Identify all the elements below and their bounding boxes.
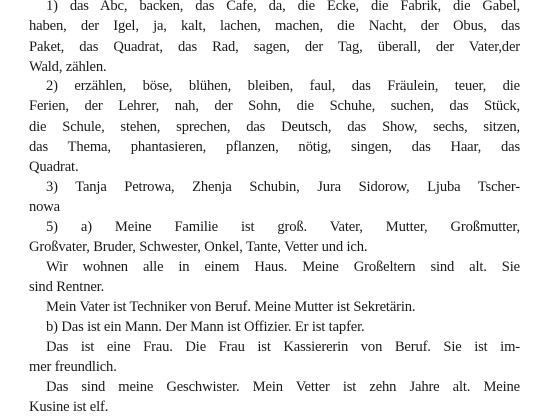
text-line: Mein Vater ist Techniker von Beruf. Meine Mutter ist Sekretärin. bbox=[46, 299, 416, 315]
paragraph-siblings bbox=[29, 377, 520, 418]
text-line: mer freundlich. bbox=[29, 359, 117, 376]
text-line: Paket, das Quadrat, das Rad, sagen, der Tag, überall, der Vater,der bbox=[29, 38, 520, 55]
text-line: Ferien, der Lehrer, nah, der Sohn, die Schuhe, suchen, das Stück, bbox=[29, 98, 520, 115]
text-line: 3) Tanja Petrowa, Zhenja Schubin, Jura Sidorow, Ljuba Tscher- bbox=[46, 179, 520, 195]
text-line: 5) a) Meine Familie ist groß. Vater, Mutter, Großmutter, bbox=[46, 219, 520, 235]
exercise-5a bbox=[29, 217, 520, 258]
paragraph-parents-jobs bbox=[29, 297, 520, 317]
text-line: Das sind meine Geschwister. Mein Vetter ist zehn Jahre alt. Meine bbox=[46, 379, 520, 395]
text-line: nowa bbox=[29, 199, 61, 216]
text-line: Das ist eine Frau. Die Frau ist Kassiererin von Beruf. Sie ist im- bbox=[46, 339, 520, 355]
exercise-5b bbox=[29, 317, 520, 337]
text-line: 1) das Abc, backen, das Cafe, da, die Ecke, die Fabrik, die Gabel, bbox=[46, 0, 520, 14]
exercise-2 bbox=[29, 76, 520, 177]
text-line: 2) erzählen, böse, blühen, bleiben, faul, das Fräulein, teuer, die bbox=[46, 78, 520, 94]
text-line: Wald, zählen. bbox=[29, 58, 107, 75]
paragraph-woman bbox=[29, 337, 520, 378]
text-line: b) Das ist ein Mann. Der Mann ist Offizier. Er ist tapfer. bbox=[46, 319, 365, 335]
text-line: die Schule, stehen, sprechen, das Deutsch, das Show, sechs, sitzen, bbox=[29, 118, 520, 135]
exercise-3 bbox=[29, 177, 520, 218]
text-line: Wir wohnen alle in einem Haus. Meine Großeltern sind alt. Sie bbox=[46, 259, 520, 275]
text-line: Quadrat. bbox=[29, 159, 79, 176]
text-line: das Thema, phantasieren, pflanzen, nötig, singen, das Haar, das bbox=[29, 138, 520, 155]
text-line: haben, der Igel, ja, kalt, lachen, machen, die Nacht, der Obus, das bbox=[29, 18, 520, 35]
text-line: Großvater, Bruder, Schwester, Onkel, Tante, Vetter und ich. bbox=[29, 239, 368, 256]
text-line: sind Rentner. bbox=[29, 279, 105, 296]
exercise-1 bbox=[29, 0, 520, 77]
paragraph-family-house bbox=[29, 257, 520, 298]
text-line: Kusine ist elf. bbox=[29, 399, 109, 416]
